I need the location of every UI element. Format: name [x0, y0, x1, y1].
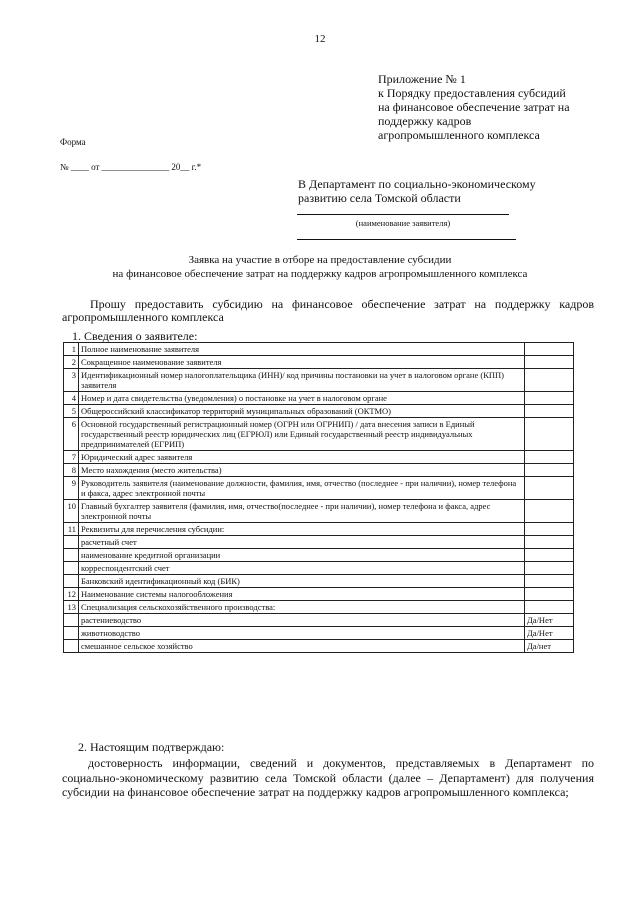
row-label: Юридический адрес заявителя	[79, 451, 525, 464]
row-value-cell[interactable]	[525, 562, 574, 575]
section-2-title: 2. Настоящим подтверждаю:	[78, 740, 225, 754]
row-number: 7	[64, 451, 79, 464]
row-number: 4	[64, 392, 79, 405]
row-label: расчетный счет	[79, 536, 525, 549]
applicant-name-line-2	[297, 239, 516, 240]
row-label: Место нахождения (место жительства)	[79, 464, 525, 477]
row-number	[64, 627, 79, 640]
applicant-name-line	[297, 214, 509, 215]
table-row	[64, 418, 574, 451]
table-row	[64, 464, 574, 477]
number-date-line: № ____ от _______________ 20__ г.*	[60, 162, 202, 172]
row-value-cell[interactable]: Да/Нет	[525, 614, 574, 627]
row-value-cell[interactable]	[525, 356, 574, 369]
appendix-line: поддержку кадров	[378, 114, 472, 128]
row-value-cell[interactable]: Да/Нет	[525, 627, 574, 640]
table-row	[64, 343, 574, 356]
applicant-name-caption: (наименование заявителя)	[355, 218, 451, 228]
row-number: 11	[64, 523, 79, 536]
table-row	[64, 500, 574, 523]
row-number	[64, 536, 79, 549]
row-value-cell[interactable]	[525, 405, 574, 418]
row-label: Реквизиты для перечисления субсидии:	[79, 523, 525, 536]
section-1-title: 1. Сведения о заявителе:	[72, 329, 198, 343]
title-line: на финансовое обеспечение затрат на поддержку кадров агропромышленного комплекса	[112, 268, 528, 280]
row-value-cell[interactable]: Да/нет	[525, 640, 574, 653]
row-label: растениеводство	[79, 614, 525, 627]
table-row	[64, 549, 574, 562]
row-label: животноводство	[79, 627, 525, 640]
row-value-cell[interactable]	[525, 536, 574, 549]
table-row	[64, 627, 574, 640]
row-number: 9	[64, 477, 79, 500]
document-title	[0, 253, 640, 281]
row-label: наименование кредитной организации	[79, 549, 525, 562]
table-row	[64, 369, 574, 392]
row-label: Идентификационный номер налогоплательщика (ИНН)/ код причины постановки на учет в налоговом органе (КПП) заявителя	[79, 369, 525, 392]
row-value-cell[interactable]	[525, 500, 574, 523]
row-number: 1	[64, 343, 79, 356]
row-label: Банковский идентификационный код (БИК)	[79, 575, 525, 588]
row-value-cell[interactable]	[525, 418, 574, 451]
row-number: 8	[64, 464, 79, 477]
row-label: смешанное сельское хозяйство	[79, 640, 525, 653]
department-line: развитию села Томской области	[298, 191, 461, 205]
row-value-cell[interactable]	[525, 477, 574, 500]
row-number: 13	[64, 601, 79, 614]
row-value-cell[interactable]	[525, 549, 574, 562]
row-label: Специализация сельскохозяйственного производства:	[79, 601, 525, 614]
table-row	[64, 640, 574, 653]
department-line: В Департамент по социально-экономическому	[298, 177, 536, 191]
page-number: 12	[314, 33, 326, 45]
row-value-cell[interactable]	[525, 451, 574, 464]
table-row	[64, 405, 574, 418]
applicant-info-table	[63, 342, 574, 653]
row-label: Общероссийский классификатор территорий муниципальных образований (ОКТМО)	[79, 405, 525, 418]
row-value-cell[interactable]	[525, 369, 574, 392]
row-label: Главный бухгалтер заявителя (фамилия, имя, отчество(последнее - при наличии), номер телефона и факса, адрес электронной почты	[79, 500, 525, 523]
row-number: 2	[64, 356, 79, 369]
form-label: Форма	[60, 137, 86, 147]
row-number	[64, 614, 79, 627]
table-row	[64, 536, 574, 549]
row-number: 10	[64, 500, 79, 523]
table-row	[64, 392, 574, 405]
row-number	[64, 640, 79, 653]
row-number: 6	[64, 418, 79, 451]
row-number	[64, 562, 79, 575]
table-row	[64, 614, 574, 627]
row-label: Руководитель заявителя (наименование должности, фамилия, имя, отчество (последнее - при наличии), номер телефона и факса, адрес электронной почты	[79, 477, 525, 500]
table-row	[64, 356, 574, 369]
table-row	[64, 575, 574, 588]
section-2-paragraph: достоверность информации, сведений и документов, представляемых в Департамент по социально-экономическому развитию села Томской области (далее – Департамент) для получения субсидии на финансовое обеспечение затрат на поддержку кадров агропромышленного комплекса;	[62, 756, 594, 799]
row-label: Сокращенное наименование заявителя	[79, 356, 525, 369]
table-row	[64, 451, 574, 464]
table-row	[64, 588, 574, 601]
table-row	[64, 477, 574, 500]
row-number: 5	[64, 405, 79, 418]
request-paragraph: Прошу предоставить субсидию на финансовое обеспечение затрат на поддержку кадров агропромышленного комплекса	[62, 297, 594, 324]
row-label: Номер и дата свидетельства (уведомления) о постановке на учет в налоговом органе	[79, 392, 525, 405]
row-label: Наименование системы налогообложения	[79, 588, 525, 601]
row-number	[64, 549, 79, 562]
appendix-line: агропромышленного комплекса	[378, 128, 540, 142]
row-value-cell[interactable]	[525, 343, 574, 356]
row-label: Основной государственный регистрационный номер (ОГРН или ОГРНИП) / дата внесения записи в Единый государственный реестр юридических лиц (ЕГРЮЛ) или Единый государственный реестр индивидуальных предпринимателей (ЕГРИП)	[79, 418, 525, 451]
row-value-cell[interactable]	[525, 392, 574, 405]
table-row	[64, 523, 574, 536]
row-number: 3	[64, 369, 79, 392]
table-row	[64, 601, 574, 614]
row-value-cell[interactable]	[525, 588, 574, 601]
row-number	[64, 575, 79, 588]
appendix-line: к Порядку предоставления субсидий	[378, 86, 566, 100]
row-label: Полное наименование заявителя	[79, 343, 525, 356]
title-line: Заявка на участие в отборе на предоставление субсидии	[188, 254, 452, 266]
row-value-cell[interactable]	[525, 575, 574, 588]
department-address	[298, 177, 536, 205]
row-value-cell[interactable]	[525, 523, 574, 536]
row-value-cell[interactable]	[525, 464, 574, 477]
row-number: 12	[64, 588, 79, 601]
appendix-block	[378, 72, 570, 142]
appendix-line: на финансовое обеспечение затрат на	[378, 100, 570, 114]
table-row	[64, 562, 574, 575]
appendix-line: Приложение № 1	[378, 72, 466, 86]
row-label: корреспондентский счет	[79, 562, 525, 575]
row-value-cell[interactable]	[525, 601, 574, 614]
